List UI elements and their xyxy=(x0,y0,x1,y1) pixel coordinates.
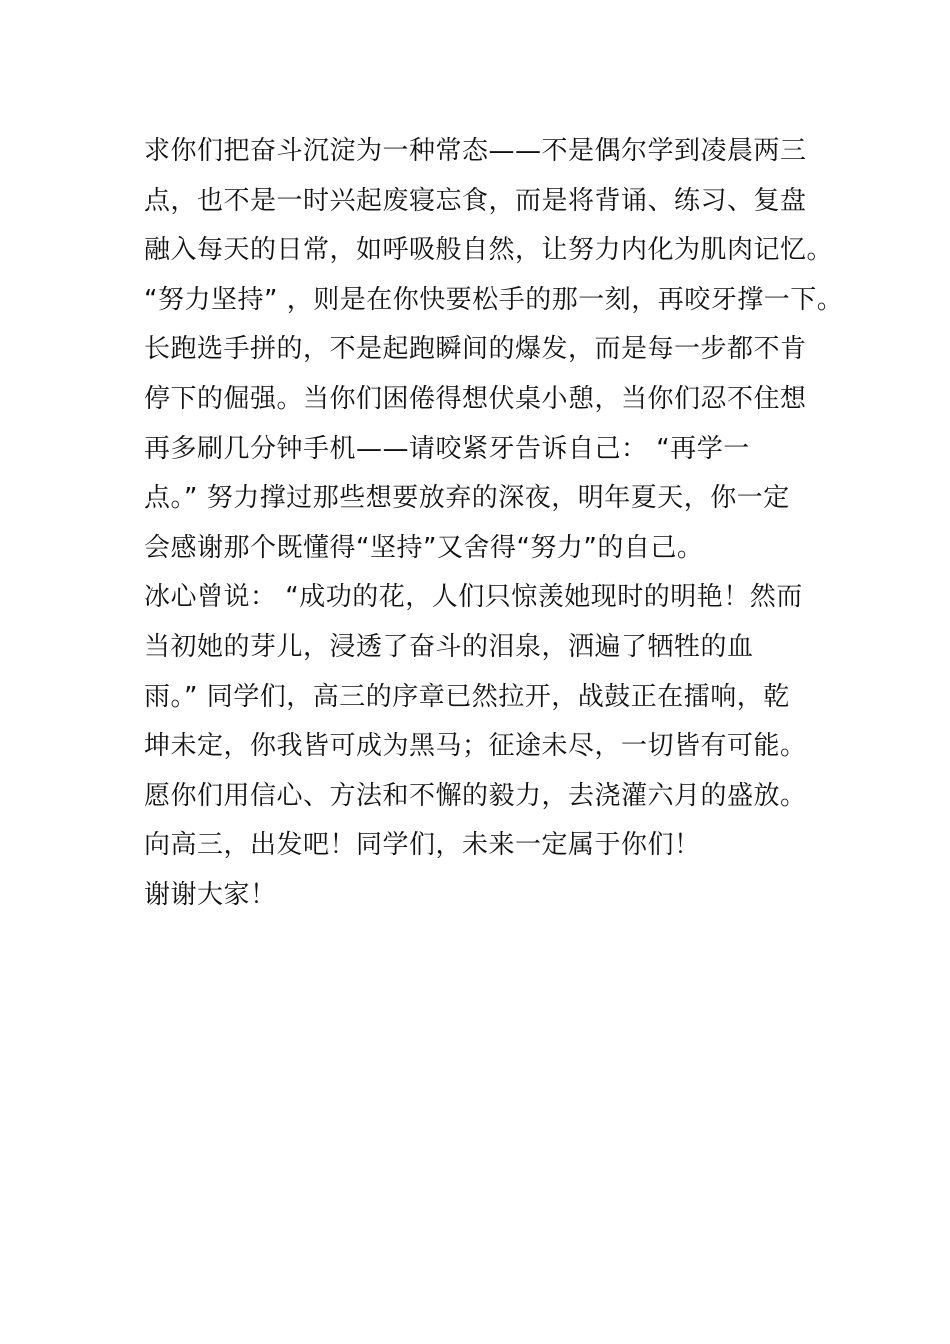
text-line-5: 长跑选手拼的，不是起跑瞬间的爆发，而是每一步都不肯 xyxy=(144,334,807,365)
text-line-7: 再多刷几分钟手机——请咬紧牙告诉自己： “再学一 xyxy=(144,433,750,464)
text-line-13: 坤未定，你我皆可成为黑马；征途未尽，一切皆有可能。 xyxy=(144,731,807,762)
text-line-2: 点，也不是一时兴起废寝忘食，而是将背诵、练习、复盘 xyxy=(144,185,807,216)
text-line-8: 点。” 努力撑过那些想要放弃的深夜，明年夏天，你一定 xyxy=(144,483,790,514)
text-line-9: 会感谢那个既懂得“坚持”又舍得“努力”的自己。 xyxy=(144,532,704,563)
text-line-11: 当初她的芽儿，浸透了奋斗的泪泉，洒遍了牺牲的血 xyxy=(144,631,754,662)
text-line-1: 求你们把奋斗沉淀为一种常态——不是偶尔学到凌晨两三 xyxy=(144,136,807,166)
text-line-4: “努力坚持” ，则是在你快要松手的那一刻，再咬牙撑一下。 xyxy=(144,284,844,315)
text-line-16: 谢谢大家！ xyxy=(144,879,277,910)
text-line-6: 停下的倔强。当你们困倦得想伏桌小憩，当你们忍不住想 xyxy=(144,383,807,414)
text-line-14: 愿你们用信心、方法和不懈的毅力，去浇灌六月的盛放。 xyxy=(144,780,807,811)
text-line-15: 向高三，出发吧！同学们，未来一定属于你们！ xyxy=(144,830,701,861)
speech-text xyxy=(144,127,844,921)
text-line-12: 雨。” 同学们，高三的序章已然拉开，战鼓正在擂响，乾 xyxy=(144,681,790,712)
text-line-10: 冰心曾说： “成功的花，人们只惊羡她现时的明艳！然而 xyxy=(144,582,803,613)
text-line-3: 融入每天的日常，如呼吸般自然，让努力内化为肌肉记忆。 xyxy=(144,235,834,266)
